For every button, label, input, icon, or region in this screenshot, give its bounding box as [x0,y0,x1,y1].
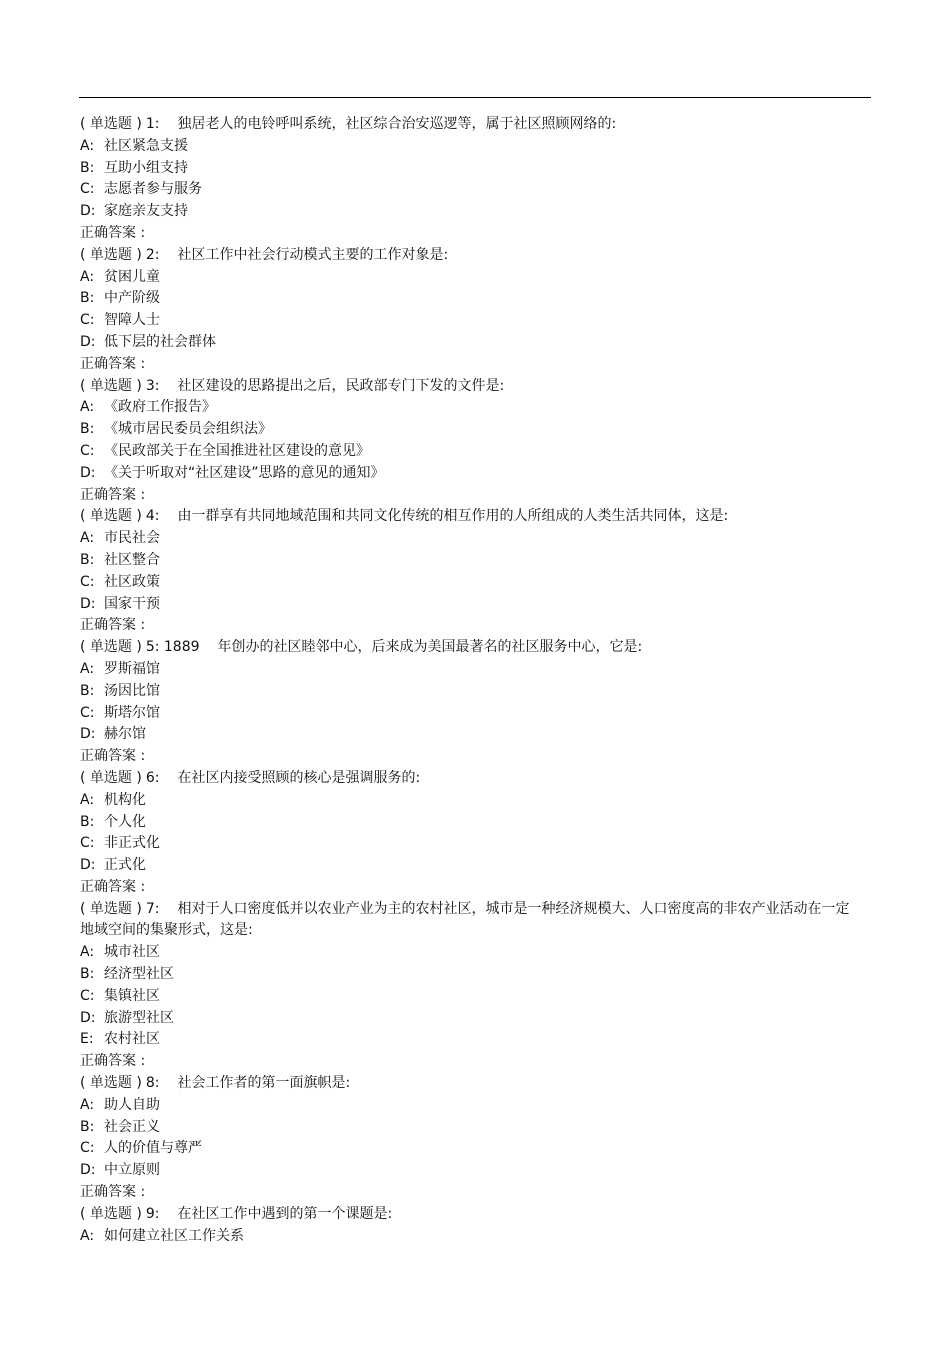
option-letter: A: [80,1227,95,1244]
answer-option[interactable] [80,594,860,616]
option-text: 非正式化 [104,835,160,852]
option-letter: C: [80,1140,95,1157]
option-letter: C: [80,573,95,590]
answer-option[interactable] [80,463,860,485]
question-number: 8: [145,1075,160,1092]
answer-option[interactable] [80,1008,860,1030]
answer-option[interactable] [80,724,860,746]
option-letter: A: [80,1096,95,1113]
question-type-number [80,508,159,524]
option-text: 《关于听取对“社区建设”思路的意见的通知》 [104,464,385,481]
question-stem [80,768,860,790]
answer-option[interactable] [80,986,860,1008]
option-letter: B: [80,966,95,983]
question-type-number [80,1075,159,1091]
option-letter: B: [80,290,95,307]
correct-answer-label: 正确答案 : [80,748,146,765]
option-text: 斯塔尔馆 [104,704,160,721]
option-letter: A: [80,137,95,154]
option-text: 助人自助 [104,1096,160,1113]
option-text: 中产阶级 [104,290,160,307]
question-stem [80,637,860,659]
answer-option[interactable] [80,1226,860,1248]
question-text: 独居老人的电铃呼叫系统，社区综合治安巡逻等，属于社区照顾网络的: [177,116,617,132]
question-stem [80,1204,860,1226]
option-letter: D: [80,857,96,874]
option-text: 罗斯福馆 [104,660,160,677]
question-type-number [80,901,159,917]
option-letter: C: [80,181,95,198]
question-type: ( 单选题 ) [80,116,142,132]
option-text: 社区紧急支援 [104,137,188,154]
option-letter: A: [80,530,95,547]
question-list [80,114,860,1247]
answer-option[interactable] [80,332,860,354]
question-type-number [80,116,159,132]
option-letter: C: [80,987,95,1004]
option-text: 智障人士 [104,312,160,329]
correct-answer-label: 正确答案 : [80,224,146,241]
option-letter: C: [80,312,95,329]
option-text: 城市社区 [104,944,160,961]
option-letter: B: [80,421,95,438]
question-type-number [80,247,159,263]
question-stem [80,899,860,943]
option-letter: B: [80,813,95,830]
option-letter: A: [80,399,95,416]
option-text: 社会正义 [104,1118,160,1135]
option-text: 贫困儿童 [104,268,160,285]
answer-option[interactable] [80,942,860,964]
answer-option[interactable] [80,158,860,180]
option-text: 社区政策 [104,573,160,590]
question-number: 2: [145,246,160,263]
option-text: 个人化 [104,813,146,830]
option-text: 人的价值与尊严 [104,1140,202,1157]
option-text: 机构化 [104,791,146,808]
option-text: 集镇社区 [104,987,160,1004]
option-text: 市民社会 [104,530,160,547]
option-letter: C: [80,704,95,721]
answer-option[interactable] [80,179,860,201]
question-number: 4: [145,508,160,525]
question-text: 由一群享有共同地域范围和共同文化传统的相互作用的人所组成的人类生活共同体，这是: [177,508,729,525]
answer-option[interactable] [80,419,860,441]
answer-option[interactable] [80,441,860,463]
header-rule [79,97,871,98]
question-type: ( 单选题 ) [80,377,142,394]
answer-option[interactable] [80,267,860,289]
correct-answer-label: 正确答案 : [80,1184,146,1201]
correct-answer-label: 正确答案 : [80,486,146,503]
option-letter: C: [80,835,95,852]
question-number: 6: [145,769,160,786]
question-type-number [80,378,159,394]
option-text: 《政府工作报告》 [104,399,216,416]
option-letter: D: [80,726,96,743]
question-number: 1: [145,116,160,132]
option-text: 经济型社区 [104,966,174,983]
answer-option[interactable] [80,790,860,812]
question-text: 在社区内接受照顾的核心是强调服务的: [177,769,421,786]
correct-answer-label: 正确答案 : [80,617,146,634]
question-text: 相对于人口密度低并以农业产业为主的农村社区，城市是一种经济规模大、人口密度高的非农产业活动在一定地域空间的集聚形式，这是: [80,900,850,939]
question-type-number [80,639,200,655]
option-letter: C: [80,442,95,459]
answer-option[interactable] [80,659,860,681]
option-letter: D: [80,595,96,612]
option-text: 志愿者参与服务 [104,181,202,198]
answer-option[interactable] [80,1095,860,1117]
option-text: 农村社区 [104,1031,160,1048]
question-stem [80,376,860,398]
answer-option[interactable] [80,288,860,310]
question-type: ( 单选题 ) [80,639,142,656]
question-type: ( 单选题 ) [80,900,142,917]
option-letter: B: [80,551,95,568]
option-text: 家庭亲友支持 [104,203,188,220]
question-stem [80,1073,860,1095]
question-type: ( 单选题 ) [80,246,142,263]
option-letter: B: [80,1118,95,1135]
answer-option[interactable] [80,855,860,877]
question-type-number [80,1206,159,1222]
option-letter: B: [80,159,95,176]
question-type: ( 单选题 ) [80,1205,142,1222]
answer-option[interactable] [80,201,860,223]
option-letter: B: [80,682,95,699]
question-text: 在社区工作中遇到的第一个课题是: [177,1205,393,1222]
option-text: 中立原则 [104,1162,160,1179]
question-number: 3: [145,377,160,394]
option-letter: A: [80,660,95,677]
question-type: ( 单选题 ) [80,769,142,786]
option-text: 汤因比馆 [104,682,160,699]
answer-option[interactable] [80,1138,860,1160]
question-number: 5: 1889 [145,639,200,656]
answer-option[interactable] [80,550,860,572]
question-stem [80,114,860,136]
correct-answer-label: 正确答案 : [80,1053,146,1070]
answer-option[interactable] [80,812,860,834]
answer-option[interactable] [80,703,860,725]
answer-option[interactable] [80,310,860,332]
option-text: 旅游型社区 [104,1009,174,1026]
question-stem [80,245,860,267]
question-text: 社区工作中社会行动模式主要的工作对象是: [177,246,449,263]
answer-option[interactable] [80,1029,860,1051]
question-number: 7: [145,900,160,917]
answer-option[interactable] [80,136,860,158]
option-letter: D: [80,1162,96,1179]
option-text: 社区整合 [104,551,160,568]
correct-answer-label: 正确答案 : [80,355,146,372]
question-type-number [80,770,159,786]
question-number: 9: [145,1205,160,1222]
option-letter: D: [80,1009,96,1026]
option-letter: A: [80,791,95,808]
answer-option[interactable] [80,833,860,855]
question-text: 社区建设的思路提出之后，民政部专门下发的文件是: [177,377,505,394]
option-text: 互助小组支持 [104,159,188,176]
question-stem [80,506,860,528]
option-letter: D: [80,203,96,220]
answer-option[interactable] [80,572,860,594]
option-text: 《城市居民委员会组织法》 [104,421,272,438]
correct-answer-label: 正确答案 : [80,878,146,895]
option-letter: A: [80,944,95,961]
question-text: 社会工作者的第一面旗帜是: [177,1075,351,1092]
option-letter: E: [80,1031,94,1048]
option-text: 如何建立社区工作关系 [104,1227,244,1244]
answer-option[interactable] [80,1160,860,1182]
option-text: 《民政部关于在全国推进社区建设的意见》 [104,442,370,459]
answer-option[interactable] [80,964,860,986]
option-letter: A: [80,268,95,285]
answer-option[interactable] [80,528,860,550]
option-text: 正式化 [104,857,146,874]
answer-option[interactable] [80,681,860,703]
option-letter: D: [80,464,96,481]
option-text: 低下层的社会群体 [104,333,216,350]
question-type: ( 单选题 ) [80,508,142,525]
option-text: 国家干预 [104,595,160,612]
option-letter: D: [80,333,96,350]
question-type: ( 单选题 ) [80,1075,142,1092]
answer-option[interactable] [80,397,860,419]
answer-option[interactable] [80,1117,860,1139]
option-text: 赫尔馆 [104,726,146,743]
question-text: 年创办的社区睦邻中心，后来成为美国最著名的社区服务中心，它是: [217,639,643,656]
